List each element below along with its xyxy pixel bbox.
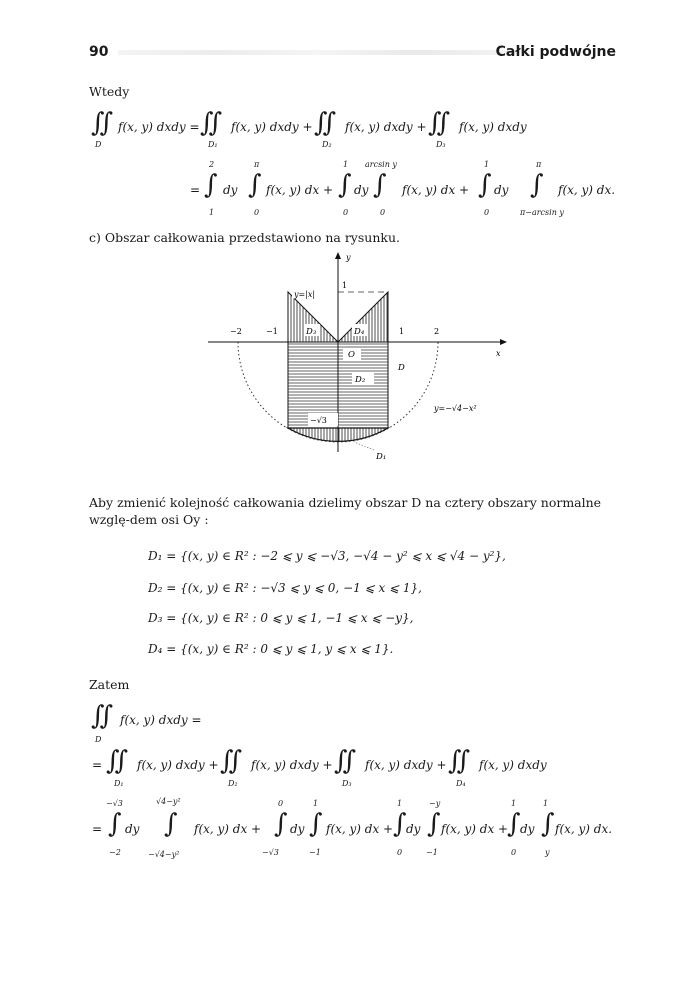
eq4-region: D₃ [342,779,352,788]
eq1-region: D₃ [436,140,446,149]
eq1-lhs-region: D [95,140,102,149]
integral-sign: ∫ [530,170,544,200]
integral-sign: ∫ [427,809,441,839]
eq5-lower-limit: −1 [309,848,321,857]
header-band [118,50,516,55]
eq1-term: f(x, y) dxdy + [231,120,313,134]
paragraph-wtedy: Wtedy [89,84,130,99]
eq2-lower-limit: 0 [380,208,386,217]
eq2-part: dy [494,183,509,197]
eq4-region: D₂ [228,779,238,788]
eq5-upper-limit: −y [429,799,441,808]
tick-y-1: 1 [342,281,348,290]
x-axis-arrow [500,339,507,345]
eq2-part: dy [354,183,369,197]
eq5-part: f(x, y) dx + [326,822,394,836]
eq2-part: f(x, y) dx + [266,183,334,197]
eq2-lower-limit: 0 [484,208,490,217]
double-integral-sign: ∬ [448,746,471,776]
eq4-equals: = [92,758,103,772]
label-d: D [398,363,405,373]
eq5-upper-limit: 1 [397,799,403,808]
paragraph-order: Aby zmienić kolejność całkowania dzielimy obszar D na cztery obszary normalne wzglę-dem osi Oy : [89,495,602,527]
eq5-upper-limit: 0 [278,799,284,808]
eq2-lower-limit: 1 [209,208,215,217]
eq5-lower-limit: 0 [511,848,517,857]
eq5-part: dy [520,822,535,836]
integral-sign: ∫ [274,809,288,839]
set-d3: D₃ = {(x, y) ∈ R² : 0 ⩽ y ⩽ 1, −1 ⩽ x ⩽ −y}, [148,611,414,625]
tick-x: −2 [230,327,242,336]
eq5-part: dy [406,822,421,836]
eq2-lower-limit: 0 [343,208,349,217]
eq2-upper-limit: π [536,160,542,169]
eq5-upper-limit: √4−y² [156,797,181,806]
eq2-lower-limit: π−arcsin y [520,208,564,217]
eq4-term: f(x, y) dxdy + [365,758,447,772]
origin-label: O [348,350,355,360]
eq2-equals: = [190,183,201,197]
eq5-part: dy [290,822,305,836]
integral-sign: ∫ [507,809,521,839]
eq1-term: f(x, y) dxdy [459,120,527,134]
eq5-lower-limit: −√3 [262,848,279,857]
eq5-upper-limit: −√3 [106,799,123,808]
label-d1: D₁ [376,452,387,462]
set-d1: D₁ = {(x, y) ∈ R² : −2 ⩽ y ⩽ −√3, −√4 − y² ⩽ x ⩽ √4 − y²}, [148,549,506,563]
integral-sign: ∫ [164,809,178,839]
eq2-lower-limit: 0 [254,208,260,217]
label-minus-sqrt3: −√3 [310,416,327,425]
page-number: 90 [89,44,109,60]
eq2-part: dy [223,183,238,197]
label-d3: D₃ [306,327,317,337]
double-integral-sign: ∬ [106,746,129,776]
eq1-region: D₂ [322,140,332,149]
eq5-upper-limit: 1 [511,799,517,808]
eq2-part: f(x, y) dx. [558,183,616,197]
eq5-lower-limit: −√4−y² [148,850,180,859]
chapter-title: Całki podwójne [495,44,616,60]
tick-x: 1 [399,327,405,336]
region-figure [200,244,520,466]
label-d2: D₂ [355,375,366,385]
integral-sign: ∫ [248,170,262,200]
integral-sign: ∫ [373,170,387,200]
eq3-lhs: f(x, y) dxdy = [120,713,202,727]
integral-sign: ∫ [309,809,323,839]
eq5-lower-limit: 0 [397,848,403,857]
eq4-term: f(x, y) dxdy [479,758,547,772]
eq2-upper-limit: arcsin y [365,160,397,169]
double-integral-sign: ∬ [200,108,223,138]
eq2-upper-limit: π [254,160,260,169]
eq3-region: D [95,735,102,744]
eq5-lower-limit: y [545,848,550,857]
set-d4: D₄ = {(x, y) ∈ R² : 0 ⩽ y ⩽ 1, y ⩽ x ⩽ 1}. [148,642,394,656]
eq5-equals: = [92,822,103,836]
tick-x: −1 [266,327,278,336]
eq5-lower-limit: −2 [109,848,121,857]
double-integral-sign: ∬ [91,108,114,138]
label-abs: y=|x| [294,290,316,299]
integral-sign: ∫ [338,170,352,200]
tick-x: 2 [434,327,440,336]
double-integral-sign: ∬ [314,108,337,138]
eq5-part: dy [125,822,140,836]
eq2-upper-limit: 2 [209,160,215,169]
paragraph-c: c) Obszar całkowania przedstawiono na rysunku. [89,230,400,245]
double-integral-sign: ∬ [220,746,243,776]
eq1-region: D₁ [208,140,218,149]
integral-sign: ∫ [204,170,218,200]
eq4-term: f(x, y) dxdy + [251,758,333,772]
eq4-region: D₄ [456,779,466,788]
eq1-lhs: f(x, y) dxdy = [118,120,200,134]
axis-x-label: x [496,349,501,358]
integral-sign: ∫ [541,809,555,839]
eq4-term: f(x, y) dxdy + [137,758,219,772]
eq2-upper-limit: 1 [343,160,349,169]
eq2-upper-limit: 1 [484,160,490,169]
double-integral-sign: ∬ [334,746,357,776]
eq5-part: f(x, y) dx + [194,822,262,836]
double-integral-sign: ∬ [428,108,451,138]
axis-y-label: y [346,253,351,262]
integral-sign: ∫ [393,809,407,839]
integral-sign: ∫ [108,809,122,839]
paragraph-zatem: Zatem [89,677,130,692]
eq5-upper-limit: 1 [543,799,549,808]
label-d4: D₄ [354,327,365,337]
double-integral-sign: ∬ [91,701,114,731]
integral-sign: ∫ [478,170,492,200]
eq5-part: f(x, y) dx + [441,822,509,836]
eq2-part: f(x, y) dx + [402,183,470,197]
eq5-part: f(x, y) dx. [555,822,613,836]
eq1-term: f(x, y) dxdy + [345,120,427,134]
eq5-upper-limit: 1 [313,799,319,808]
label-curve: y=−√4−x² [434,404,477,413]
y-axis-arrow [335,252,341,259]
eq4-region: D₁ [114,779,124,788]
set-d2: D₂ = {(x, y) ∈ R² : −√3 ⩽ y ⩽ 0, −1 ⩽ x ⩽ 1}, [148,581,422,595]
eq5-lower-limit: −1 [426,848,438,857]
